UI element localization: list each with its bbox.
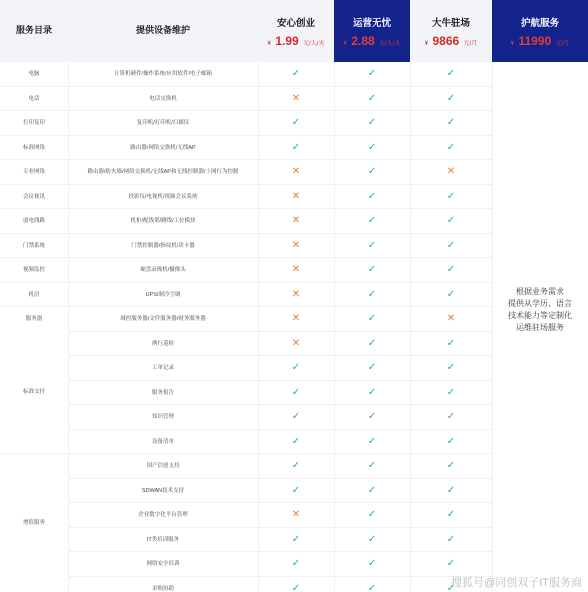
plan-price <box>410 32 492 50</box>
plan-cell <box>258 454 334 479</box>
check-icon: ✓ <box>367 460 377 471</box>
table-row <box>0 283 492 308</box>
check-icon: ✓ <box>291 386 301 398</box>
cross-icon: ✕ <box>291 313 301 324</box>
table-row <box>0 111 492 136</box>
plan-4-line: 根据业务需求 <box>516 287 564 296</box>
plan-cell <box>410 381 492 406</box>
plan-cell <box>258 185 334 210</box>
row-description: 复印机/打印机/扫描仪 <box>136 120 190 126</box>
plan-cell <box>334 307 410 332</box>
plan-cell <box>258 577 334 592</box>
plan-cell <box>258 430 334 455</box>
plan-cell <box>258 405 334 430</box>
row-category: 服务器 <box>25 316 43 322</box>
plan-cell <box>334 111 410 136</box>
row-description: 路由器/网络交换机/无线AP <box>130 144 196 151</box>
row-description: 企业数字化平台管理 <box>138 512 188 518</box>
plan-cell <box>258 552 334 577</box>
check-icon: ✓ <box>291 460 301 471</box>
check-icon: ✓ <box>367 215 377 226</box>
plan-cell <box>410 185 492 210</box>
plan-cell <box>334 479 410 504</box>
check-icon: ✓ <box>446 386 456 398</box>
plan-cell <box>334 454 410 479</box>
cross-icon: ✕ <box>446 166 456 177</box>
check-icon: ✓ <box>367 533 377 545</box>
row-description: 国产信创支持 <box>146 463 180 469</box>
check-icon: ✓ <box>291 68 301 79</box>
plan-header-4[interactable] <box>492 0 588 62</box>
table-row <box>0 258 492 283</box>
table-row <box>0 62 492 87</box>
check-icon: ✓ <box>446 509 456 520</box>
table-row <box>0 528 492 553</box>
check-icon: ✓ <box>367 509 377 520</box>
plan-cell <box>258 209 334 234</box>
plan-cell <box>410 307 492 332</box>
plan-cell <box>258 307 334 332</box>
plan-cell <box>258 234 334 259</box>
check-icon: ✓ <box>446 533 456 545</box>
plan-cell <box>410 111 492 136</box>
row-category: 机房 <box>28 291 40 298</box>
plan-name: 安心创业 <box>276 18 315 29</box>
check-icon: ✓ <box>446 288 456 300</box>
plan-cell <box>334 503 410 528</box>
plan-cell <box>410 405 492 430</box>
plan-cell <box>334 283 410 308</box>
row-description: 例行巡检 <box>151 340 174 347</box>
category-label: 增值服务 <box>22 520 45 526</box>
plan-cell <box>258 258 334 283</box>
row-description: 路由器/防火墙/网络交换机/无线AP和无线控制器/上网行为控制 <box>87 169 239 175</box>
column-divider <box>68 62 69 592</box>
plan-cell <box>410 136 492 161</box>
plan-cell <box>258 503 334 528</box>
check-icon: ✓ <box>367 411 377 422</box>
column-divider <box>410 62 411 592</box>
plan-price <box>258 32 334 50</box>
plan-cell <box>410 528 492 553</box>
cross-icon: ✕ <box>291 215 301 226</box>
plan-cell <box>410 283 492 308</box>
plan-cell <box>334 62 410 87</box>
row-description: IT类培训服务 <box>146 536 180 543</box>
price-yen: ¥ <box>267 41 271 47</box>
check-icon: ✓ <box>446 264 456 275</box>
row-category: 电话 <box>28 95 40 102</box>
check-icon: ✓ <box>367 190 377 202</box>
check-icon: ✓ <box>446 68 456 79</box>
row-category: 视频监控 <box>22 267 45 273</box>
watermark: 搜狐号@同创双子IT服务商 <box>451 577 582 589</box>
price-yen: ¥ <box>424 41 429 47</box>
plan-cell <box>258 136 334 161</box>
check-icon: ✓ <box>367 68 377 79</box>
plan-cell <box>410 62 492 87</box>
plan-cell <box>334 381 410 406</box>
plan-cell <box>334 209 410 234</box>
plan-cell <box>258 356 334 381</box>
header-description-label: 提供设备维护 <box>135 25 190 35</box>
plan-cell <box>334 405 410 430</box>
row-description: 服务报告 <box>151 389 174 396</box>
plan-cell <box>410 234 492 259</box>
cross-icon: ✕ <box>291 190 301 202</box>
check-icon: ✓ <box>291 141 301 153</box>
price-unit: 元/人/天 <box>303 41 325 47</box>
plan-cell <box>410 430 492 455</box>
plan-cell <box>334 185 410 210</box>
cross-icon: ✕ <box>291 288 301 300</box>
row-category: 专业网络 <box>22 169 45 175</box>
plan-cell <box>258 528 334 553</box>
price-unit: 元/人/天 <box>379 41 401 47</box>
plan-cell <box>334 258 410 283</box>
header-description <box>68 0 258 62</box>
check-icon: ✓ <box>367 362 377 373</box>
plan-cell <box>258 479 334 504</box>
table-row <box>0 356 492 381</box>
row-description: 电话交换机 <box>149 95 177 102</box>
row-description: 机柜/配线架/跳线/工位模块 <box>130 218 196 224</box>
plan-cell <box>258 381 334 406</box>
table-row <box>0 479 492 504</box>
plan-cell <box>334 234 410 259</box>
plan-header-2[interactable] <box>334 0 410 62</box>
table-row <box>0 454 492 479</box>
row-category: 会议视讯 <box>22 193 45 200</box>
row-description: 投影仪/电视机/视频会议系统 <box>128 193 198 200</box>
check-icon: ✓ <box>446 141 456 153</box>
table-row <box>0 136 492 161</box>
plan-cell <box>334 136 410 161</box>
plan-name: 大牛驻场 <box>431 18 470 29</box>
row-description: 计算机硬件/操作系统/应用软件/电子邮箱 <box>113 71 213 77</box>
check-icon: ✓ <box>367 239 377 251</box>
plan-cell <box>258 283 334 308</box>
check-icon: ✓ <box>446 558 456 569</box>
check-icon: ✓ <box>367 92 377 104</box>
plan-cell <box>334 87 410 112</box>
column-divider <box>258 62 259 592</box>
plan-cell <box>334 552 410 577</box>
check-icon: ✓ <box>446 190 456 202</box>
cross-icon: ✕ <box>291 92 301 104</box>
check-icon: ✓ <box>291 558 301 569</box>
column-divider <box>334 62 335 592</box>
check-icon: ✓ <box>446 215 456 226</box>
row-description: 工单记录 <box>151 365 174 371</box>
plan-4-line: 运维驻场服务 <box>516 323 564 332</box>
price-unit: 元/月 <box>555 41 570 47</box>
check-icon: ✓ <box>291 117 301 128</box>
check-icon: ✓ <box>367 484 377 496</box>
check-icon: ✓ <box>291 411 301 422</box>
check-icon: ✓ <box>446 117 456 128</box>
plan-cell <box>410 356 492 381</box>
table-row <box>0 160 492 185</box>
table-row <box>0 430 492 455</box>
plan-cell <box>258 62 334 87</box>
plan-cell <box>258 332 334 357</box>
price-value: 9866 <box>432 34 460 48</box>
category-label: 标准交付 <box>22 389 45 395</box>
plan-cell <box>410 258 492 283</box>
cross-icon: ✕ <box>291 264 301 275</box>
row-description: UPS/制冷空调 <box>145 291 181 298</box>
check-icon: ✓ <box>367 435 377 447</box>
cross-icon: ✕ <box>291 239 301 251</box>
check-icon: ✓ <box>291 362 301 373</box>
row-category: 标准网络 <box>22 144 45 151</box>
plan-cell <box>258 111 334 136</box>
check-icon: ✓ <box>446 239 456 251</box>
row-category: 电脑 <box>28 71 40 77</box>
cross-icon: ✕ <box>291 166 301 177</box>
check-icon: ✓ <box>446 460 456 471</box>
table-row <box>0 234 492 259</box>
plan-cell <box>334 528 410 553</box>
row-description: 域控服务器/文件服务器/财务服务器 <box>120 316 206 322</box>
table-row <box>0 332 492 357</box>
table-row <box>0 503 492 528</box>
row-category: 打印复印 <box>22 120 45 126</box>
check-icon: ✓ <box>446 362 456 373</box>
price-yen: ¥ <box>510 41 515 47</box>
plan-cell <box>258 87 334 112</box>
plan-cell <box>334 356 410 381</box>
table-row <box>0 185 492 210</box>
plan-header-1[interactable] <box>258 0 334 62</box>
row-category: 门禁系统 <box>22 242 45 249</box>
price-value: 11990 <box>518 34 552 48</box>
table-row <box>0 307 492 332</box>
price-value: 1.99 <box>275 34 299 48</box>
header-category <box>0 0 68 62</box>
plan-cell <box>410 332 492 357</box>
plan-cell <box>410 454 492 479</box>
check-icon: ✓ <box>446 92 456 104</box>
check-icon: ✓ <box>367 386 377 398</box>
row-category: 弱电线路 <box>22 218 45 224</box>
plan-4-line: 提供从学历、语言 <box>508 299 572 308</box>
row-description: 知识管理 <box>151 414 174 420</box>
cross-icon: ✕ <box>446 313 456 324</box>
check-icon: ✓ <box>291 435 301 447</box>
plan-cell <box>410 503 492 528</box>
table-row <box>0 552 492 577</box>
price-unit: 元/月 <box>463 41 478 47</box>
check-icon: ✓ <box>291 484 301 496</box>
row-description: 门禁控制器/指纹机/读卡器 <box>131 242 195 249</box>
cross-icon: ✕ <box>291 337 301 349</box>
check-icon: ✓ <box>446 337 456 349</box>
table-header <box>0 0 588 62</box>
check-icon: ✓ <box>367 313 377 324</box>
check-icon: ✓ <box>367 288 377 300</box>
table-row <box>0 577 492 592</box>
plan-price <box>492 32 588 50</box>
plan-cell <box>334 332 410 357</box>
plan-name: 护航服务 <box>520 18 559 29</box>
header-category-label: 服务目录 <box>15 25 52 35</box>
check-icon: ✓ <box>446 411 456 422</box>
plan-cell <box>410 479 492 504</box>
check-icon: ✓ <box>446 435 456 447</box>
check-icon: ✓ <box>446 582 456 592</box>
plan-cell <box>410 160 492 185</box>
row-description: SDWAN技术支持 <box>141 487 185 494</box>
row-description: 设备清单 <box>151 438 174 445</box>
table-row <box>0 381 492 406</box>
row-description: 硬盘录像机/摄像头 <box>140 267 186 273</box>
check-icon: ✓ <box>367 582 377 592</box>
check-icon: ✓ <box>367 558 377 569</box>
price-value: 2.88 <box>351 34 375 48</box>
plan-cell <box>410 552 492 577</box>
check-icon: ✓ <box>291 533 301 545</box>
row-description: 采购协助 <box>151 585 174 592</box>
plan-name: 运营无忧 <box>352 18 391 29</box>
plan-cell <box>334 430 410 455</box>
check-icon: ✓ <box>367 337 377 349</box>
cross-icon: ✕ <box>291 509 301 520</box>
check-icon: ✓ <box>291 582 301 592</box>
check-icon: ✓ <box>367 141 377 153</box>
check-icon: ✓ <box>367 117 377 128</box>
check-icon: ✓ <box>367 264 377 275</box>
plan-header-3[interactable] <box>410 0 492 62</box>
row-description: 网络安全培训 <box>146 561 180 567</box>
table-row <box>0 87 492 112</box>
plan-cell <box>258 160 334 185</box>
plan-cell <box>334 577 410 592</box>
plan-4-line: 技术能力等定制化 <box>508 311 572 320</box>
check-icon: ✓ <box>446 484 456 496</box>
plan-cell <box>410 87 492 112</box>
table-row <box>0 209 492 234</box>
table-row <box>0 405 492 430</box>
price-yen: ¥ <box>343 41 347 47</box>
plan-price <box>334 32 410 50</box>
category-standard-delivery <box>0 331 68 453</box>
plan-cell <box>410 209 492 234</box>
plan-4-description <box>492 286 588 334</box>
plan-cell <box>334 160 410 185</box>
check-icon: ✓ <box>367 166 377 177</box>
category-value-added <box>0 454 68 592</box>
